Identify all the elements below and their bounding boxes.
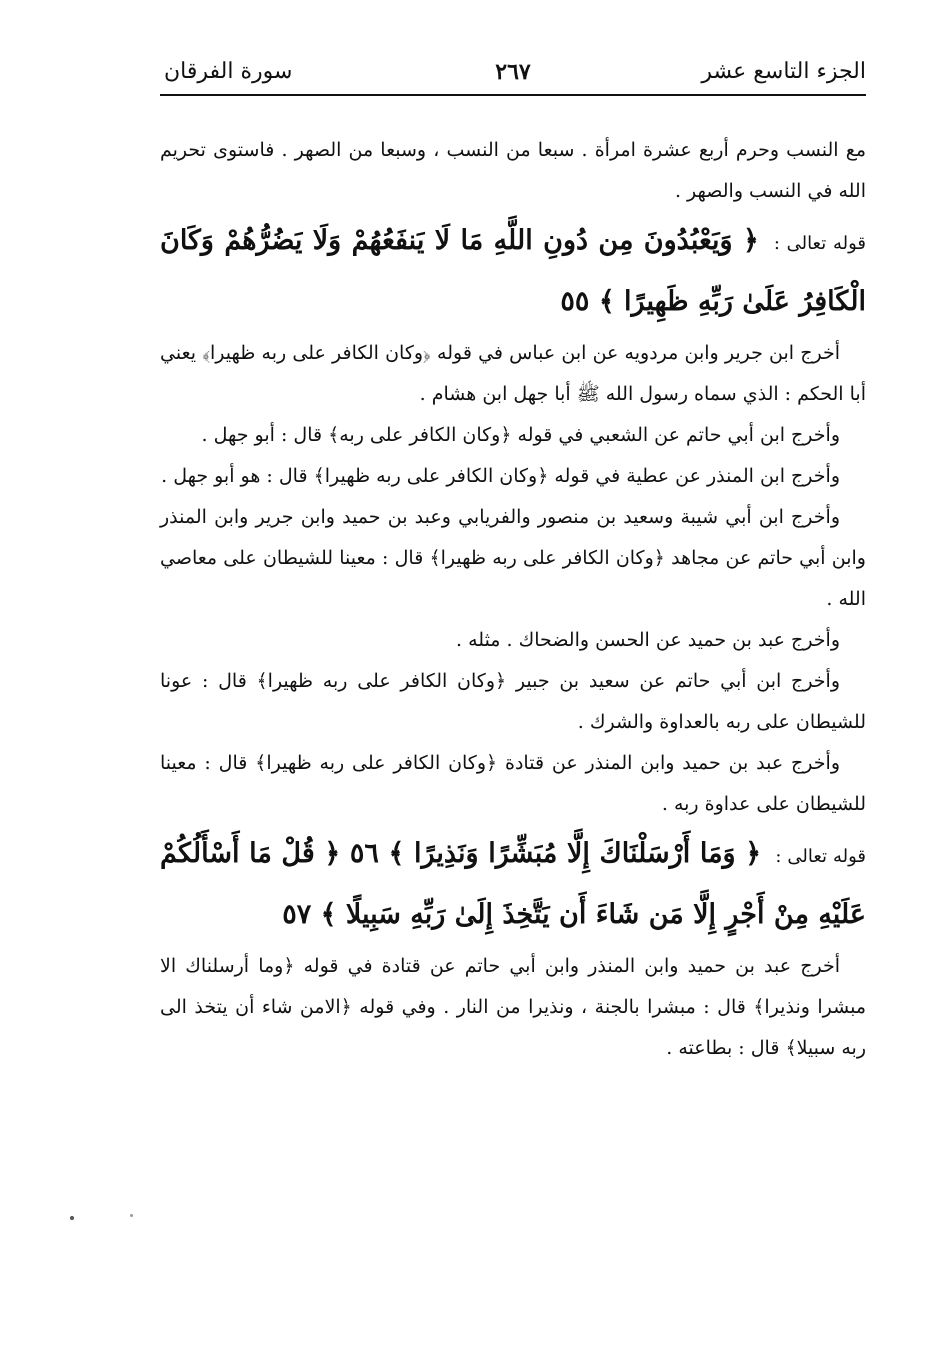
paragraph: وأخرج عبد بن حميد عن الحسن والضحاك . مثله .	[456, 629, 840, 651]
paragraph: وأخرج ابن أبي حاتم عن الشعبي في قوله ﴿وكان الكافر على ربه﴾ قال : أبو جهل .	[201, 424, 840, 446]
page-body	[160, 130, 866, 1069]
page-header	[160, 50, 866, 96]
quran-verse-block	[160, 825, 866, 946]
verse-lead: قوله تعالى :	[773, 233, 866, 254]
speck-mark	[130, 1214, 133, 1217]
page-number: ٢٦٧	[495, 59, 531, 85]
paragraph: مع النسب وحرم أربع عشرة امرأة . سبعا من النسب ، وسبعا من الصهر . فاستوى تحريم الله في النسب والصهر .	[160, 139, 866, 202]
verse-lead: قوله تعالى :	[775, 846, 867, 867]
paragraph: وأخرج ابن أبي حاتم عن سعيد بن جبير ﴿وكان الكافر على ربه ظهيرا﴾ قال : عونا للشيطان على ربه بالعداوة والشرك .	[160, 670, 866, 733]
paragraph: وأخرج عبد بن حميد وابن المنذر عن قتادة ﴿وكان الكافر على ربه ظهيرا﴾ قال : معينا للشيطان على عداوة ربه .	[160, 752, 866, 815]
verse-text: ﴿ وَيَعْبُدُونَ مِن دُونِ اللَّهِ مَا لَا يَنفَعُهُمْ وَلَا يَضُرُّهُمْ وَكَانَ الْكَافِرُ عَلَىٰ رَبِّهِ ظَهِيرًا ﴾ ٥٥	[160, 225, 866, 317]
paragraph: أخرج ابن جرير وابن مردويه عن ابن عباس في قوله ﴿وكان الكافر على ربه ظهيرا﴾ يعني أبا الحكم : الذي سماه رسول الله ﷺ أبا جهل ابن هشام .	[160, 342, 866, 405]
paragraph: وأخرج ابن أبي شيبة وسعيد بن منصور والفريابي وعبد بن حميد وابن جرير وابن المنذر وابن أبي حاتم عن مجاهد ﴿وكان الكافر على ربه ظهيرا﴾ قال : معينا للشيطان على معاصي الله .	[160, 506, 866, 610]
juz-title: الجزء التاسع عشر	[701, 59, 866, 84]
quran-verse-block	[160, 212, 866, 333]
speck-mark	[70, 1216, 74, 1220]
paragraph: وأخرج ابن المنذر عن عطية في قوله ﴿وكان الكافر على ربه ظهيرا﴾ قال : هو أبو جهل .	[161, 465, 840, 487]
paragraph: أخرج عبد بن حميد وابن المنذر وابن أبي حاتم عن قتادة في قوله ﴿وما أرسلناك الا مبشرا ونذيرا﴾ قال : مبشرا بالجنة ، ونذيرا من النار . وفي قوله ﴿الامن شاء أن يتخذ الى ربه سبيلا﴾ قال : بطاعته .	[160, 955, 867, 1059]
verse-text: ﴿ وَمَا أَرْسَلْنَاكَ إِلَّا مُبَشِّرًا وَنَذِيرًا ﴾ ٥٦ ﴿ قُلْ مَا أَسْأَلُكُمْ عَلَيْهِ مِنْ أَجْرٍ إِلَّا مَن شَاءَ أَن يَتَّخِذَ إِلَىٰ رَبِّهِ سَبِيلًا ﴾ ٥٧	[160, 838, 866, 930]
book-page	[160, 50, 866, 1310]
surah-title: سورة الفرقان	[164, 59, 293, 84]
